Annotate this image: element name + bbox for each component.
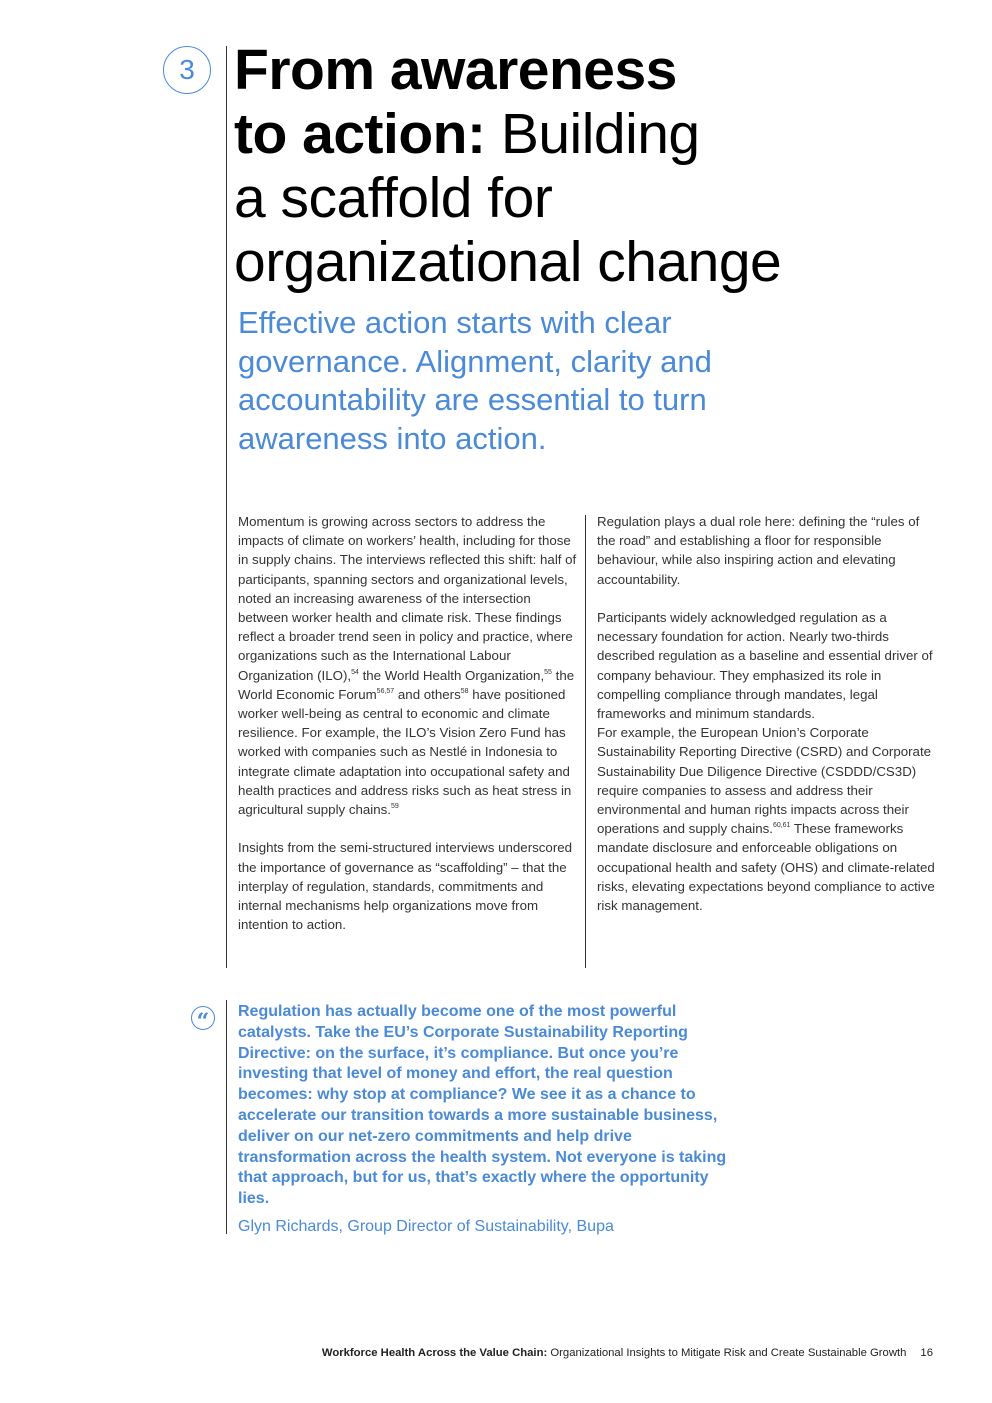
- text-run: have positioned worker well-being as central to economic and climate resilience. For example, the ILO’s Vision Zero Fund has worked with companies such as Nestlé in Indonesia to integrate climate adaptation into occupational safety and health practices and address risks such as heat stress in agricultural supply chains.: [238, 686, 572, 818]
- left-paragraph-2: Insights from the semi-structured interviews underscored the importance of governance as “scaffolding” – that the interplay of regulation, standards, commitments and internal mechanisms help organizations move from intention to action.: [238, 840, 573, 933]
- lede-paragraph: Effective action starts with clear governance. Alignment, clarity and accountability are essential to turn awareness into action.: [238, 305, 712, 456]
- text-run: the World Economic Forum: [238, 667, 575, 702]
- text-run: These frameworks mandate disclosure and enforceable obligations on occupational health and safety (OHS) and climate-related risks, elevating expectations beyond compliance to active risk management.: [597, 821, 935, 914]
- page-title: [234, 38, 934, 294]
- footnote-ref: 58: [460, 687, 469, 695]
- right-paragraph-2: [597, 608, 937, 915]
- text-run: the World Health Organization,: [358, 667, 545, 683]
- footnote-ref: 59: [391, 803, 399, 811]
- title-bold-line2: to action:: [234, 102, 486, 166]
- quote-attribution: Glyn Richards, Group Director of Sustainability, Bupa: [238, 1218, 614, 1235]
- footer-title-bold: Workforce Health Across the Value Chain:: [321, 1347, 548, 1359]
- footnote-ref: 55: [544, 668, 552, 676]
- section-number-badge: [163, 46, 211, 94]
- text-run: For example, the European Union’s Corporate Sustainability Reporting Directive (CSRD) and Corporate Sustainability Due Diligence Directive (CSDDD/CS3D) require companies to assess and address their environmental and human rights impacts across their operations and supply chains.: [597, 725, 932, 837]
- right-column: [597, 512, 937, 934]
- text-run: Participants widely acknowledged regulation as a necessary foundation for action. Nearly two-thirds described regulation as a baseline and essential driver of company behaviour. They emphasized its role in compelling compliance through mandates, legal frameworks and minimum standards.: [597, 610, 933, 722]
- section-number: 3: [179, 54, 195, 85]
- left-column: [238, 512, 578, 954]
- column-divider: [585, 515, 586, 968]
- footnote-ref: 60,61: [772, 822, 791, 830]
- text-run: and others: [394, 686, 461, 702]
- page-number: 16: [920, 1347, 933, 1359]
- title-light-line3: a scaffold for: [234, 166, 553, 230]
- right-paragraph-1: Regulation plays a dual role here: defining the “rules of the road” and establishing a floor for responsible behaviour, while also inspiring action and elevating accountability.: [597, 514, 920, 587]
- pull-quote: Regulation has actually become one of the most powerful catalysts. Take the EU’s Corporate Sustainability Reporting Directive: on the surface, it’s compliance. But once you’re investing that level of money and effort, the real question becomes: why stop at compliance? We see it as a chance to accelerate our transition towards a more sustainable business, deliver on our net-zero commitments and help drive transformation across the health system. Not everyone is taking that approach, but for us, that’s exactly where the opportunity lies.: [238, 1003, 727, 1208]
- text-run: Momentum is growing across sectors to address the impacts of climate on workers’ health, including for those in supply chains. The interviews reflected this shift: half of participants, spanning sectors and organizational levels, noted an increasing awareness of the intersection between worker health and climate risk. These findings reflect a broader trend seen in policy and practice, where organizations such as the International Labour Organization (ILO),: [238, 514, 577, 683]
- footnote-ref: 54: [351, 668, 359, 676]
- footer-title-rest: Organizational Insights to Mitigate Risk and Create Sustainable Growth: [547, 1347, 907, 1359]
- quote-icon: “: [191, 1006, 215, 1030]
- title-bold-line1: From awareness: [234, 38, 677, 102]
- left-rule: [226, 46, 227, 968]
- title-light-line2: Building: [485, 102, 700, 166]
- title-light-line4: organizational change: [234, 230, 782, 294]
- quote-rule: [226, 1000, 227, 1234]
- page-footer: [322, 1347, 933, 1359]
- footnote-ref: 56,57: [376, 687, 395, 695]
- left-paragraph-1: [238, 512, 578, 819]
